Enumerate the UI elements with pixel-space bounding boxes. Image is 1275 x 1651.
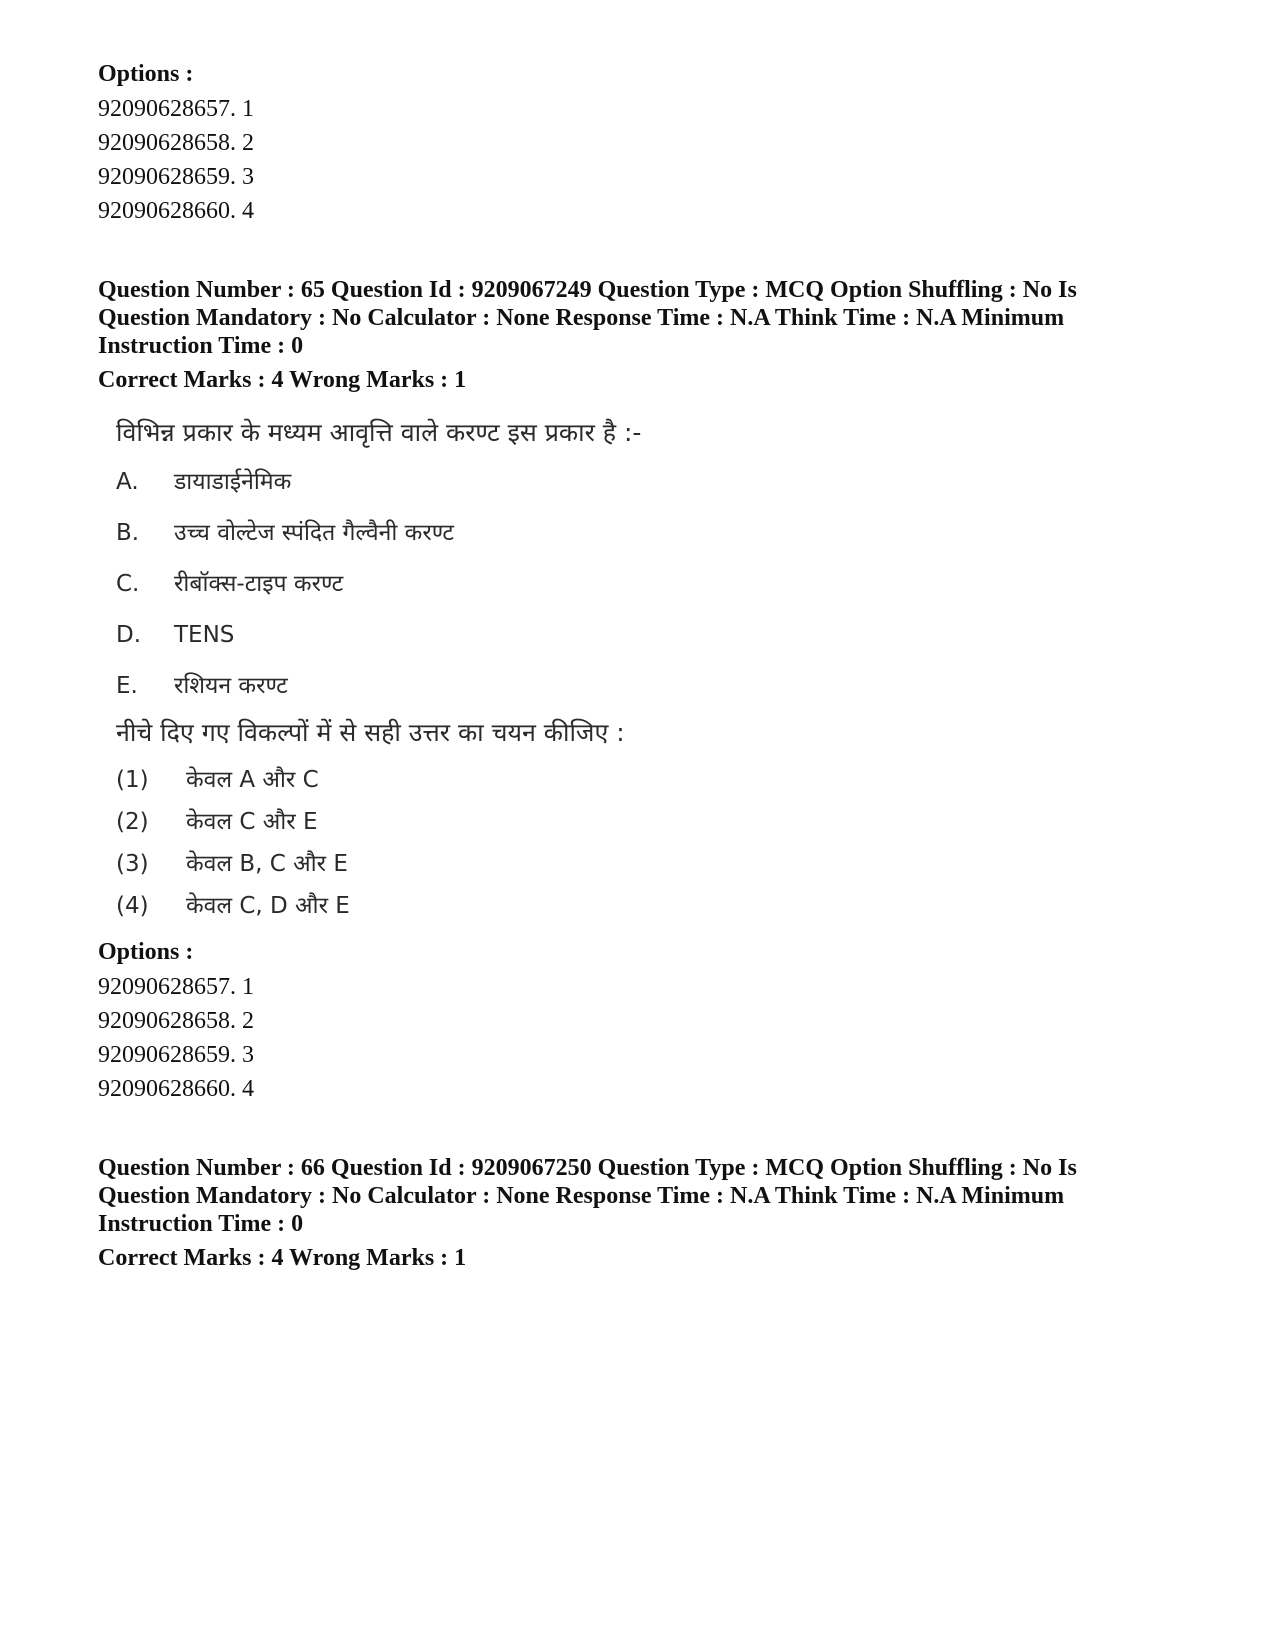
question-header-line: Instruction Time : 0	[98, 1211, 304, 1237]
question-header-line: Question Mandatory : No Calculator : None Response Time : N.A Think Time : N.A Minimum	[98, 305, 1065, 331]
choice-key: (1)	[116, 767, 149, 793]
option-line: 92090628658. 2	[98, 130, 254, 156]
question-header	[98, 276, 1188, 360]
statement-item	[116, 621, 1188, 649]
choice-item	[116, 808, 1188, 836]
statement-text: उच्च वोल्टेज स्पंदित गैल्वैनी करण्ट	[174, 520, 455, 546]
statement-item	[116, 672, 1188, 700]
statement-item	[116, 519, 1188, 547]
option-line: 92090628659. 3	[98, 1042, 254, 1068]
question-header-line: Question Number : 66 Question Id : 9209067250 Question Type : MCQ Option Shuffling : No Is	[98, 1155, 1077, 1181]
option-line: 92090628659. 3	[98, 164, 254, 190]
question-header-line: Question Number : 65 Question Id : 9209067249 Question Type : MCQ Option Shuffling : No Is	[98, 277, 1077, 303]
question-header	[98, 1154, 1188, 1238]
choice-item	[116, 766, 1188, 794]
statement-item	[116, 570, 1188, 598]
statement-text: डायाडाईनेमिक	[174, 469, 292, 495]
choice-text: केवल A और C	[186, 767, 319, 793]
question-body	[116, 418, 1188, 920]
choice-text: केवल C और E	[186, 809, 318, 835]
document-page	[98, 60, 1188, 1272]
choice-key: (2)	[116, 809, 149, 835]
statement-key: B.	[116, 520, 140, 546]
choice-text: केवल C, D और E	[186, 893, 350, 919]
options-block	[98, 938, 1188, 1106]
choice-item	[116, 892, 1188, 920]
choice-key: (4)	[116, 893, 149, 919]
options-label: Options :	[98, 939, 194, 965]
question-65	[98, 276, 1188, 1106]
statement-text: रशियन करण्ट	[174, 673, 288, 699]
statement-key: E.	[116, 673, 138, 699]
top-options-block	[98, 60, 1188, 228]
choice-text: केवल B, C और E	[186, 851, 348, 877]
option-line: 92090628657. 1	[98, 96, 254, 122]
statement-key: A.	[116, 469, 139, 495]
statement-list	[116, 468, 1188, 700]
statement-item	[116, 468, 1188, 496]
question-header-line: Question Mandatory : No Calculator : None Response Time : N.A Think Time : N.A Minimum	[98, 1183, 1065, 1209]
question-marks: Correct Marks : 4 Wrong Marks : 1	[98, 367, 467, 393]
statement-key: D.	[116, 622, 142, 648]
question-stem: विभिन्न प्रकार के मध्यम आवृत्ति वाले करण्ट इस प्रकार है :-	[116, 418, 642, 447]
options-label: Options :	[98, 61, 194, 87]
option-line: 92090628657. 1	[98, 974, 254, 1000]
question-marks: Correct Marks : 4 Wrong Marks : 1	[98, 1245, 467, 1271]
choice-key: (3)	[116, 851, 149, 877]
question-header-line: Instruction Time : 0	[98, 333, 304, 359]
option-line: 92090628660. 4	[98, 1076, 254, 1102]
question-66	[98, 1154, 1188, 1272]
statement-text: TENS	[174, 622, 235, 648]
question-instruction: नीचे दिए गए विकल्पों में से सही उत्तर का चयन कीजिए :	[116, 718, 625, 747]
choice-item	[116, 850, 1188, 878]
statement-text: रीबॉक्स-टाइप करण्ट	[174, 571, 344, 597]
option-line: 92090628660. 4	[98, 198, 254, 224]
option-line: 92090628658. 2	[98, 1008, 254, 1034]
choice-list	[116, 766, 1188, 920]
statement-key: C.	[116, 571, 140, 597]
